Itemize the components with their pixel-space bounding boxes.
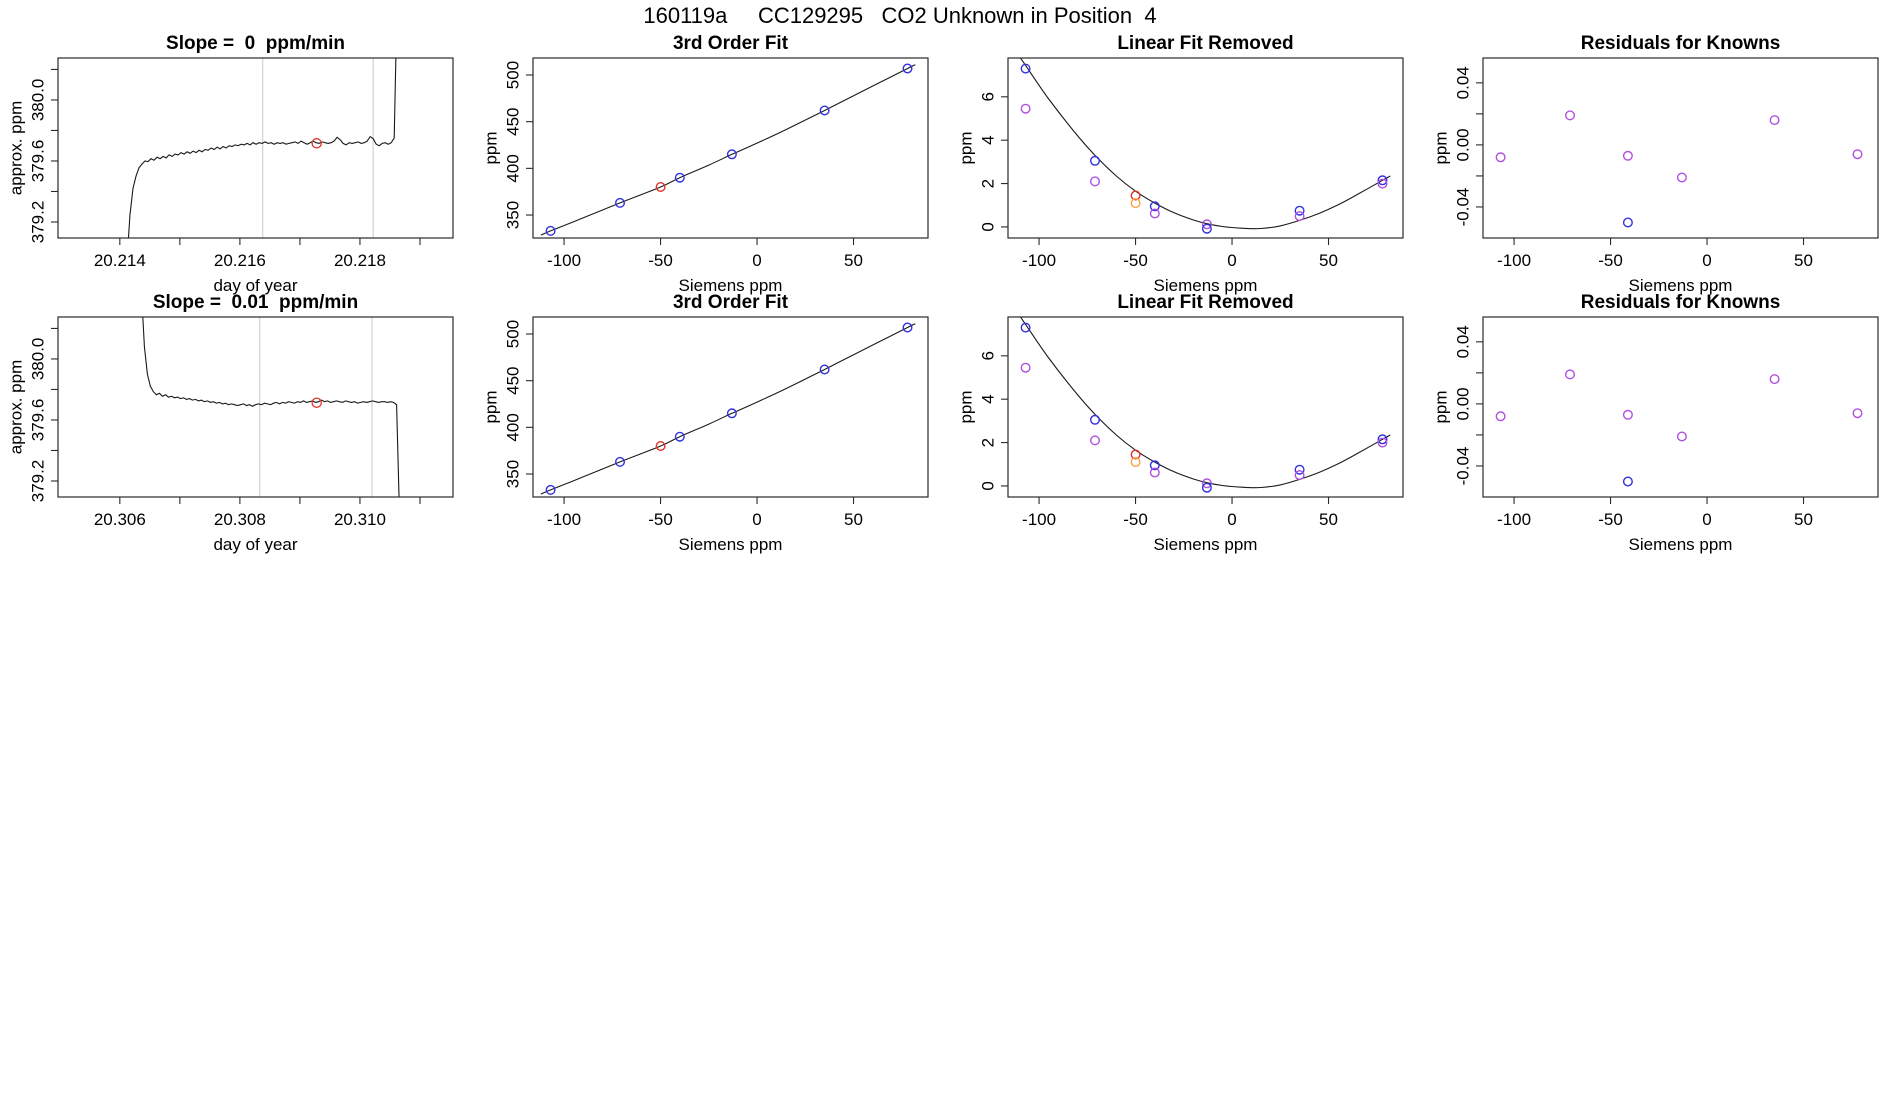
y-tick-label: 500: [503, 60, 523, 90]
x-tick-label: -50: [648, 510, 673, 529]
y-tick-label: 379.6: [28, 398, 48, 442]
panel-residuals-row1: [1425, 25, 1900, 300]
panel-order-fit-row2: [475, 284, 950, 559]
signal-trace: [141, 290, 399, 519]
page-title: 160119a CC129295 CO2 Unknown in Position 4: [643, 3, 1157, 28]
x-tick-label: 50: [1794, 251, 1813, 270]
x-tick-label: -50: [1123, 510, 1148, 529]
x-tick-label: 50: [844, 510, 863, 529]
data-point-blue: [1624, 477, 1633, 486]
y-tick-label: 380.0: [28, 337, 48, 381]
x-axis-label: Siemens ppm: [678, 535, 783, 554]
y-tick-label: 350: [503, 459, 523, 489]
panel-order-fit-row1: [475, 25, 950, 300]
data-point-purple: [1678, 432, 1687, 441]
data-point-purple: [1021, 104, 1030, 113]
x-tick-label: 20.308: [213, 510, 266, 529]
x-tick-label: -50: [1123, 251, 1148, 270]
y-tick-label: 0: [978, 481, 998, 491]
y-tick-label: 0.00: [1453, 387, 1473, 421]
x-tick-label: 0: [752, 251, 762, 270]
y-axis-label: ppm: [1431, 390, 1451, 424]
y-axis-label: ppm: [956, 131, 976, 165]
panel-title: Residuals for Knowns: [1580, 292, 1781, 313]
panel-linear-fit-removed-row2: [950, 284, 1425, 559]
panel-title: Linear Fit Removed: [1117, 33, 1294, 54]
y-tick-label: 400: [503, 413, 523, 442]
plot-frame: [58, 58, 453, 238]
data-point-purple: [1853, 409, 1862, 418]
x-tick-label: -100: [1022, 251, 1057, 270]
y-axis-label: ppm: [956, 390, 976, 424]
panel-slope-row1: [0, 25, 475, 300]
data-point-purple: [1770, 375, 1779, 384]
x-tick-label: 0: [1227, 510, 1237, 529]
x-tick-label: -100: [1497, 251, 1532, 270]
y-tick-label: 4: [978, 394, 998, 404]
y-axis-label: ppm: [481, 390, 501, 424]
y-tick-label: -0.04: [1453, 446, 1473, 486]
y-tick-label: 6: [978, 92, 998, 102]
y-tick-label: 400: [503, 154, 523, 183]
y-tick-label: 6: [978, 351, 998, 361]
x-tick-label: 20.218: [333, 251, 386, 270]
data-point-purple: [1496, 412, 1505, 421]
y-axis-label: approx. ppm: [6, 100, 26, 196]
x-axis-label: Siemens ppm: [1628, 535, 1733, 554]
panel-residuals-row2: [1425, 284, 1900, 559]
x-axis-label: Siemens ppm: [1628, 276, 1733, 295]
panel-slope-row2: [0, 284, 475, 559]
x-tick-label: 0: [1227, 251, 1237, 270]
x-tick-label: 0: [752, 510, 762, 529]
x-axis-label: day of year: [213, 276, 298, 295]
plot-frame: [1008, 317, 1403, 497]
data-point-blue: [1091, 157, 1100, 166]
data-point-purple: [1021, 363, 1030, 372]
plot-frame: [533, 58, 928, 238]
fit-curve: [1016, 51, 1390, 228]
plot-frame: [58, 317, 453, 497]
y-tick-label: 379.2: [28, 459, 48, 503]
x-axis-label: Siemens ppm: [1153, 276, 1258, 295]
x-tick-label: 0: [1702, 510, 1712, 529]
y-tick-label: 350: [503, 200, 523, 230]
y-tick-label: 500: [503, 319, 523, 349]
x-tick-label: 0: [1702, 251, 1712, 270]
y-tick-label: -0.04: [1453, 187, 1473, 227]
x-tick-label: -100: [1022, 510, 1057, 529]
x-tick-label: 20.306: [93, 510, 146, 529]
data-point-purple: [1624, 152, 1633, 161]
panel-title: 3rd Order Fit: [672, 292, 789, 313]
x-tick-label: 20.216: [213, 251, 266, 270]
data-point-purple: [1770, 116, 1779, 125]
y-tick-label: 4: [978, 135, 998, 145]
y-tick-label: 0: [978, 222, 998, 232]
data-point-purple: [1566, 111, 1575, 120]
x-tick-label: -100: [1497, 510, 1532, 529]
plot-frame: [1483, 317, 1878, 497]
selected-sample-marker: [312, 398, 321, 407]
y-tick-label: 379.2: [28, 200, 48, 244]
panel-title: Slope = 0 ppm/min: [166, 33, 345, 54]
y-tick-label: 380.0: [28, 78, 48, 122]
data-point-purple: [1853, 150, 1862, 159]
y-tick-label: 450: [503, 107, 523, 136]
y-tick-label: 0.04: [1453, 66, 1473, 100]
x-tick-label: -50: [648, 251, 673, 270]
x-tick-label: 50: [844, 251, 863, 270]
y-tick-label: 0.04: [1453, 325, 1473, 359]
y-tick-label: 2: [978, 437, 998, 448]
data-point-blue: [1624, 218, 1633, 227]
y-tick-label: 379.6: [28, 139, 48, 183]
panel-title: Slope = 0.01 ppm/min: [152, 292, 359, 313]
y-axis-label: ppm: [1431, 131, 1451, 165]
fit-curve: [541, 65, 915, 235]
y-tick-label: 2: [978, 178, 998, 189]
x-tick-label: 50: [1319, 251, 1338, 270]
x-tick-label: 20.214: [93, 251, 146, 270]
data-point-purple: [1678, 173, 1687, 182]
fit-curve: [541, 324, 915, 494]
y-axis-label: approx. ppm: [6, 359, 26, 455]
plot-frame: [533, 317, 928, 497]
y-tick-label: 450: [503, 366, 523, 395]
x-tick-label: 50: [1319, 510, 1338, 529]
data-point-purple: [1624, 411, 1633, 420]
data-point-purple: [1496, 153, 1505, 162]
x-tick-label: -50: [1598, 251, 1623, 270]
x-tick-label: 50: [1794, 510, 1813, 529]
data-point-purple: [1091, 177, 1100, 186]
y-axis-label: ppm: [481, 131, 501, 165]
y-tick-label: 0.00: [1453, 128, 1473, 162]
panel-title: Linear Fit Removed: [1117, 292, 1294, 313]
x-tick-label: -100: [547, 251, 582, 270]
x-axis-label: Siemens ppm: [1153, 535, 1258, 554]
x-tick-label: -50: [1598, 510, 1623, 529]
data-point-purple: [1566, 370, 1575, 379]
fit-curve: [1016, 310, 1390, 487]
x-axis-label: day of year: [213, 535, 298, 554]
x-axis-label: Siemens ppm: [678, 276, 783, 295]
panel-title: 3rd Order Fit: [672, 33, 789, 54]
x-tick-label: -100: [547, 510, 582, 529]
signal-trace: [127, 25, 397, 260]
data-point-purple: [1295, 212, 1304, 221]
data-point-purple: [1091, 436, 1100, 445]
plot-frame: [1008, 58, 1403, 238]
x-tick-label: 20.310: [333, 510, 386, 529]
data-point-purple: [1295, 471, 1304, 480]
plot-frame: [1483, 58, 1878, 238]
panel-title: Residuals for Knowns: [1580, 33, 1781, 54]
panel-linear-fit-removed-row1: [950, 25, 1425, 300]
data-point-blue: [1091, 416, 1100, 425]
